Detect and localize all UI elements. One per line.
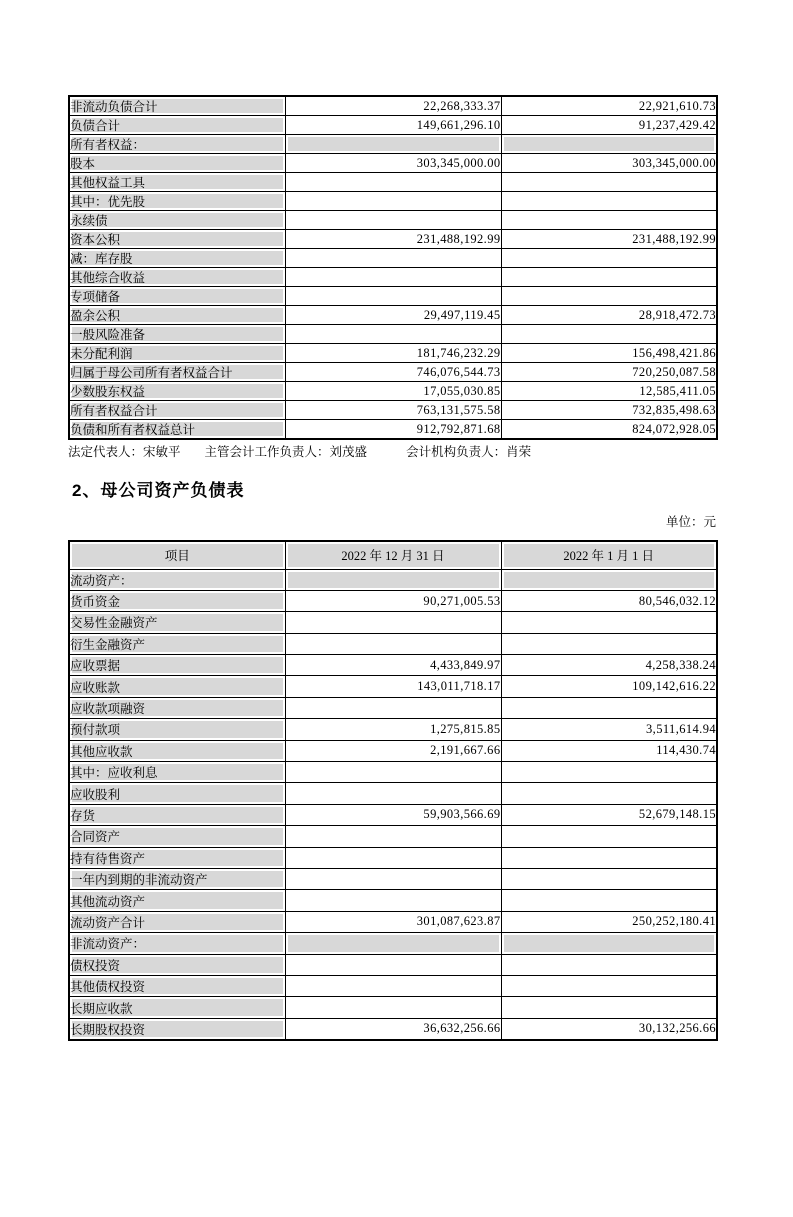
- value-period-end: 4,433,849.97: [285, 655, 501, 676]
- line-item-row: [69, 382, 717, 401]
- value-period-end: 303,345,000.00: [285, 154, 501, 173]
- line-item-label: 所有者权益合计: [69, 401, 285, 420]
- line-item-row: [69, 325, 717, 344]
- line-item-row: [69, 826, 717, 847]
- value-period-end: 181,746,232.29: [285, 344, 501, 363]
- line-item-row: [69, 719, 717, 740]
- value-period-begin: [501, 211, 717, 230]
- value-period-end: [285, 847, 501, 868]
- line-item-row: [69, 804, 717, 825]
- line-item-row: [69, 890, 717, 911]
- line-item-row: [69, 783, 717, 804]
- unit-label: 单位：元: [665, 515, 716, 529]
- line-item-row: [69, 590, 717, 611]
- chief-accountant-label: 主管会计工作负责人：: [204, 445, 330, 459]
- value-period-end: [285, 783, 501, 804]
- line-item-row: [69, 1018, 717, 1039]
- line-item-row: [69, 268, 717, 287]
- value-period-end: [285, 135, 501, 154]
- line-item-row: [69, 420, 717, 440]
- line-item-label: 合同资产: [69, 826, 285, 847]
- line-item-label: 持有待售资产: [69, 847, 285, 868]
- line-item-row: [69, 868, 717, 889]
- line-item-label: 长期应收款: [69, 997, 285, 1018]
- line-item-label: 其他综合收益: [69, 268, 285, 287]
- value-period-end: 143,011,718.17: [285, 676, 501, 697]
- line-item-label: 其中：优先股: [69, 192, 285, 211]
- line-item-label: 负债和所有者权益总计: [69, 420, 285, 440]
- line-item-label: 未分配利润: [69, 344, 285, 363]
- value-period-end: 301,087,623.87: [285, 911, 501, 932]
- line-item-label: 流动资产合计: [69, 911, 285, 932]
- line-item-label: 归属于母公司所有者权益合计: [69, 363, 285, 382]
- line-item-row: [69, 740, 717, 761]
- header-period-end-column: 2022 年 12 月 31 日: [285, 541, 501, 569]
- value-period-end: [285, 633, 501, 654]
- value-period-begin: 303,345,000.00: [501, 154, 717, 173]
- value-period-begin: 720,250,087.58: [501, 363, 717, 382]
- line-item-label: 其他流动资产: [69, 890, 285, 911]
- line-item-row: [69, 612, 717, 633]
- line-item-row: [69, 230, 717, 249]
- value-period-end: [285, 173, 501, 192]
- line-item-label: 应收票据: [69, 655, 285, 676]
- accounting-head-label: 会计机构负责人：: [406, 445, 507, 459]
- line-item-label: 资本公积: [69, 230, 285, 249]
- value-period-end: [285, 868, 501, 889]
- value-period-begin: 824,072,928.05: [501, 420, 717, 440]
- line-item-label: 非流动资产：: [69, 933, 285, 954]
- value-period-end: [285, 569, 501, 590]
- line-item-label: 其他权益工具: [69, 173, 285, 192]
- line-item-row: [69, 116, 717, 135]
- line-item-row: [69, 173, 717, 192]
- value-period-begin: 80,546,032.12: [501, 590, 717, 611]
- line-item-label: 其中：应收利息: [69, 762, 285, 783]
- value-period-begin: [501, 975, 717, 996]
- line-item-row: [69, 975, 717, 996]
- value-period-begin: 30,132,256.66: [501, 1018, 717, 1039]
- value-period-end: [285, 192, 501, 211]
- value-period-end: [285, 975, 501, 996]
- line-item-row: [69, 911, 717, 932]
- value-period-begin: [501, 954, 717, 975]
- chief-accountant: [205, 445, 368, 459]
- header-period-begin-column: 2022 年 1 月 1 日: [501, 541, 717, 569]
- value-period-begin: [501, 569, 717, 590]
- value-period-begin: 91,237,429.42: [501, 116, 717, 135]
- value-period-end: [285, 954, 501, 975]
- line-item-label: 专项储备: [69, 287, 285, 306]
- value-period-begin: [501, 868, 717, 889]
- line-item-label: 预付款项: [69, 719, 285, 740]
- value-period-begin: [501, 933, 717, 954]
- line-item-row: [69, 211, 717, 230]
- line-item-label: 少数股东权益: [69, 382, 285, 401]
- value-period-end: 90,271,005.53: [285, 590, 501, 611]
- value-period-begin: 231,488,192.99: [501, 230, 717, 249]
- line-item-label: 长期股权投资: [69, 1018, 285, 1039]
- line-item-label: 一般风险准备: [69, 325, 285, 344]
- value-period-begin: [501, 612, 717, 633]
- value-period-begin: [501, 325, 717, 344]
- line-item-label: 非流动负债合计: [69, 96, 285, 116]
- accounting-head: [406, 445, 531, 459]
- value-period-end: 149,661,296.10: [285, 116, 501, 135]
- value-period-begin: [501, 997, 717, 1018]
- line-item-row: [69, 401, 717, 420]
- value-period-end: [285, 997, 501, 1018]
- value-period-end: [285, 211, 501, 230]
- value-period-begin: [501, 633, 717, 654]
- line-item-row: [69, 96, 717, 116]
- section-header-row: [69, 933, 717, 954]
- value-period-end: [285, 890, 501, 911]
- parent-balance-sheet-table: [68, 540, 718, 1041]
- section-title: 2、母公司资产负债表: [72, 481, 245, 500]
- line-item-row: [69, 655, 717, 676]
- value-period-end: 36,632,256.66: [285, 1018, 501, 1039]
- line-item-row: [69, 676, 717, 697]
- value-period-end: [285, 612, 501, 633]
- line-item-row: [69, 847, 717, 868]
- table-header: [69, 541, 717, 569]
- line-item-row: [69, 344, 717, 363]
- line-item-label: 负债合计: [69, 116, 285, 135]
- line-item-row: [69, 154, 717, 173]
- value-period-begin: 12,585,411.05: [501, 382, 717, 401]
- value-period-end: 29,497,119.45: [285, 306, 501, 325]
- legal-representative-label: 法定代表人：: [68, 445, 144, 459]
- line-item-row: [69, 762, 717, 783]
- header-item-column: 项目: [69, 541, 285, 569]
- value-period-begin: 114,430.74: [501, 740, 717, 761]
- value-period-begin: [501, 287, 717, 306]
- page-content: [68, 95, 716, 1041]
- line-item-label: 存货: [69, 804, 285, 825]
- document-page: [0, 95, 793, 1041]
- section-header-row: [69, 135, 717, 154]
- accounting-head-name: 肖荣: [506, 445, 532, 459]
- line-item-row: [69, 192, 717, 211]
- value-period-end: 746,076,544.73: [285, 363, 501, 382]
- line-item-label: 永续债: [69, 211, 285, 230]
- line-item-label: 其他应收款: [69, 740, 285, 761]
- line-item-label: 应收款项融资: [69, 697, 285, 718]
- line-item-label: 盈余公积: [69, 306, 285, 325]
- line-item-row: [69, 997, 717, 1018]
- line-item-label: 所有者权益：: [69, 135, 285, 154]
- value-period-end: [285, 287, 501, 306]
- value-period-end: 2,191,667.66: [285, 740, 501, 761]
- table-body: [69, 96, 717, 439]
- value-period-end: [285, 249, 501, 268]
- value-period-begin: 3,511,614.94: [501, 719, 717, 740]
- value-period-begin: 52,679,148.15: [501, 804, 717, 825]
- value-period-begin: [501, 135, 717, 154]
- line-item-label: 应收账款: [69, 676, 285, 697]
- line-item-row: [69, 306, 717, 325]
- value-period-begin: [501, 249, 717, 268]
- line-item-label: 衍生金融资产: [69, 633, 285, 654]
- value-period-begin: [501, 192, 717, 211]
- value-period-end: 22,268,333.37: [285, 96, 501, 116]
- value-period-begin: [501, 268, 717, 287]
- value-period-end: [285, 325, 501, 344]
- table-body: [69, 569, 717, 1040]
- value-period-end: 1,275,815.85: [285, 719, 501, 740]
- header-row: [69, 541, 717, 569]
- line-item-label: 流动资产：: [69, 569, 285, 590]
- value-period-end: 59,903,566.69: [285, 804, 501, 825]
- value-period-begin: [501, 173, 717, 192]
- line-item-label: 交易性金融资产: [69, 612, 285, 633]
- value-period-end: 912,792,871.68: [285, 420, 501, 440]
- value-period-end: 17,055,030.85: [285, 382, 501, 401]
- value-period-begin: 28,918,472.73: [501, 306, 717, 325]
- line-item-row: [69, 633, 717, 654]
- legal-representative-name: 宋敏平: [143, 445, 181, 459]
- line-item-label: 减：库存股: [69, 249, 285, 268]
- value-period-begin: 732,835,498.63: [501, 401, 717, 420]
- line-item-row: [69, 697, 717, 718]
- section-header-row: [69, 569, 717, 590]
- line-item-label: 一年内到期的非流动资产: [69, 868, 285, 889]
- value-period-end: [285, 762, 501, 783]
- value-period-begin: 109,142,616.22: [501, 676, 717, 697]
- value-period-begin: [501, 826, 717, 847]
- line-item-label: 股本: [69, 154, 285, 173]
- value-period-end: [285, 268, 501, 287]
- line-item-label: 货币资金: [69, 590, 285, 611]
- line-item-label: 债权投资: [69, 954, 285, 975]
- value-period-end: [285, 826, 501, 847]
- signature-line: [68, 444, 716, 460]
- value-period-begin: 4,258,338.24: [501, 655, 717, 676]
- line-item-row: [69, 287, 717, 306]
- line-item-label: 应收股利: [69, 783, 285, 804]
- line-item-row: [69, 954, 717, 975]
- value-period-begin: 250,252,180.41: [501, 911, 717, 932]
- line-item-row: [69, 363, 717, 382]
- value-period-begin: [501, 783, 717, 804]
- value-period-begin: 22,921,610.73: [501, 96, 717, 116]
- value-period-begin: [501, 697, 717, 718]
- value-period-end: 763,131,575.58: [285, 401, 501, 420]
- value-period-end: [285, 933, 501, 954]
- chief-accountant-name: 刘茂盛: [329, 445, 368, 459]
- legal-representative: [68, 445, 181, 459]
- value-period-begin: 156,498,421.86: [501, 344, 717, 363]
- line-item-label: 其他债权投资: [69, 975, 285, 996]
- consolidated-balance-sheet-tail-table: [68, 95, 718, 440]
- value-period-begin: [501, 762, 717, 783]
- value-period-end: 231,488,192.99: [285, 230, 501, 249]
- line-item-row: [69, 249, 717, 268]
- value-period-begin: [501, 847, 717, 868]
- value-period-begin: [501, 890, 717, 911]
- value-period-end: [285, 697, 501, 718]
